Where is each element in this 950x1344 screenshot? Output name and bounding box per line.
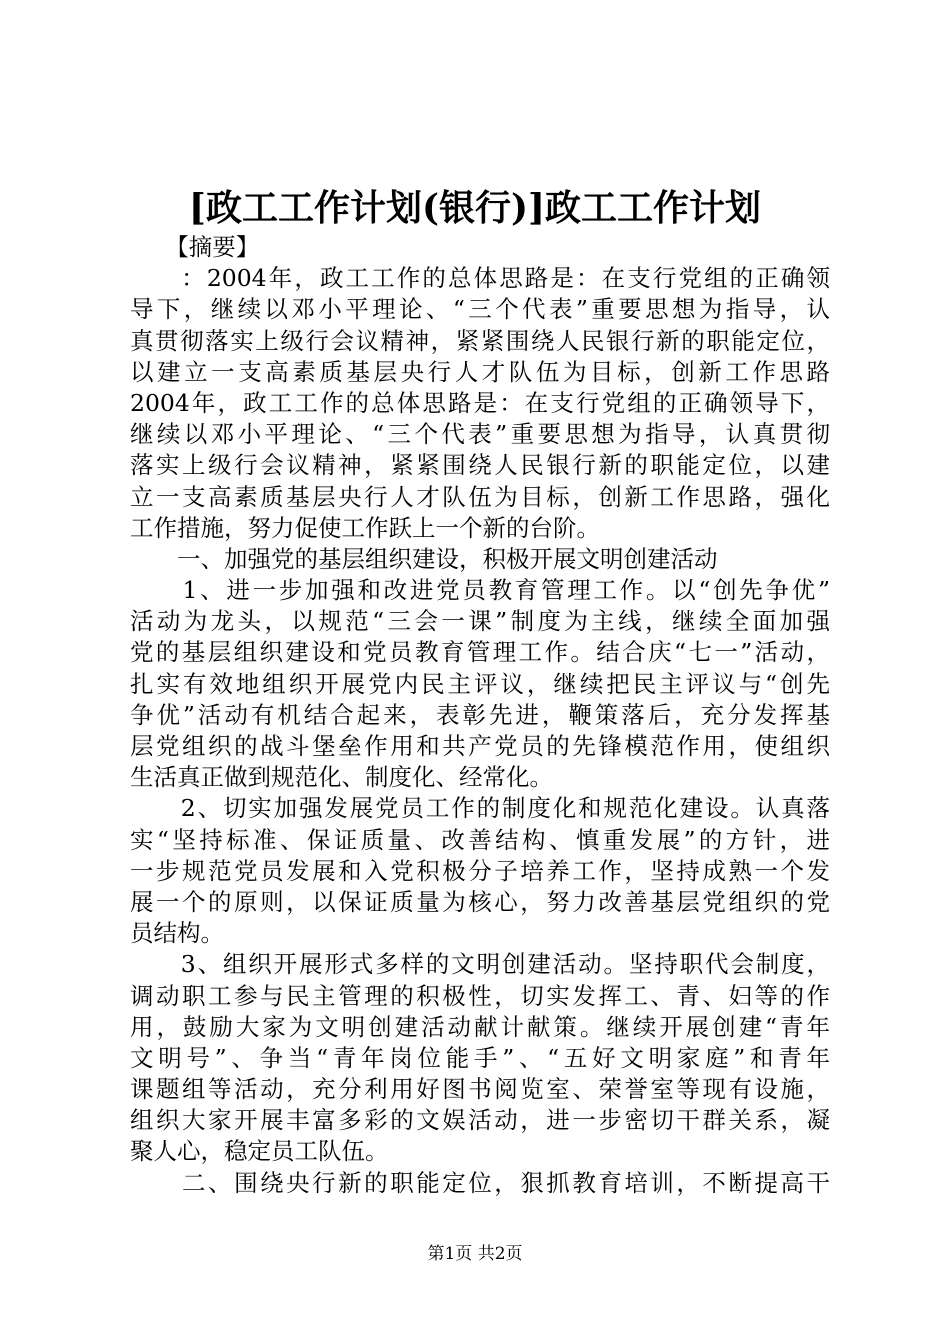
- document-title: [政工工作计划(银行)]政工工作计划: [188, 187, 762, 229]
- body-line: 2004年，政工工作的总体思路是：在支行党组的正确领导下，: [130, 388, 830, 417]
- body-line: 层党组织的战斗堡垒作用和共产党员的先锋模范作用，使组织: [130, 732, 830, 760]
- body-line: 一步规范党员发展和入党积极分子培养工作，坚持成熟一个发: [130, 856, 830, 885]
- body-line: 【摘要】: [130, 233, 260, 261]
- body-line: 展一个的原则，以保证质量为核心，努力改善基层党组织的党: [130, 887, 830, 916]
- body-line: 3、组织开展形式多样的文明创建活动。坚持职代会制度，: [130, 950, 830, 979]
- body-line: 以建立一支高素质基层央行人才队伍为目标，创新工作思路: [130, 357, 830, 386]
- body-line: 文明号”、争当“青年岗位能手”、“五好文明家庭”和青年: [130, 1043, 830, 1072]
- body-line: 生活真正做到规范化、制度化、经常化。: [130, 763, 553, 792]
- body-line: 实“坚持标准、保证质量、改善结构、慎重发展”的方针，进: [130, 825, 830, 854]
- body-line: 继续以邓小平理论、“三个代表”重要思想为指导，认真贯彻: [130, 420, 830, 449]
- body-line: 2、切实加强发展党员工作的制度化和规范化建设。认真落: [130, 794, 830, 823]
- body-line: 扎实有效地组织开展党内民主评议，继续把民主评议与“创先: [130, 669, 830, 698]
- body-line: 调动职工参与民主管理的积极性，切实发挥工、青、妇等的作: [130, 981, 830, 1010]
- body-line: 员结构。: [130, 919, 224, 948]
- body-line: 课题组等活动，充分利用好图书阅览室、荣誉室等现有设施，: [130, 1075, 830, 1104]
- body-line: 真贯彻落实上级行会议精神，紧紧围绕人民银行新的职能定位，: [130, 326, 830, 355]
- body-line: ：2004年，政工工作的总体思路是：在支行党组的正确领: [130, 264, 830, 293]
- body-line: 党的基层组织建设和党员教育管理工作。结合庆“七一”活动，: [130, 638, 830, 667]
- body-line: 落实上级行会议精神，紧紧围绕人民银行新的职能定位，以建: [130, 451, 830, 480]
- body-line: 立一支高素质基层央行人才队伍为目标，创新工作思路，强化: [130, 482, 830, 511]
- body-line: 二、围绕央行新的职能定位，狠抓教育培训，不断提高干: [130, 1168, 830, 1197]
- body-line: 用，鼓励大家为文明创建活动献计献策。继续开展创建“青年: [130, 1012, 830, 1041]
- body-line: 组织大家开展丰富多彩的文娱活动，进一步密切干群关系，凝: [130, 1106, 830, 1135]
- body-line: 聚人心，稳定员工队伍。: [130, 1137, 389, 1166]
- page-footer: 第1页 共2页: [427, 1244, 523, 1264]
- body-line: 一、加强党的基层组织建设，积极开展文明创建活动: [130, 544, 718, 573]
- body-line: 1、进一步加强和改进党员教育管理工作。以“创先争优”: [130, 576, 830, 605]
- body-line: 工作措施，努力促使工作跃上一个新的台阶。: [130, 513, 600, 542]
- document-body: [130, 232, 830, 1199]
- body-line: 活动为龙头，以规范“三会一课”制度为主线，继续全面加强: [130, 607, 830, 636]
- body-line: 争优”活动有机结合起来，表彰先进，鞭策落后，充分发挥基: [130, 700, 830, 729]
- body-line: 导下，继续以邓小平理论、“三个代表”重要思想为指导，认: [130, 295, 830, 324]
